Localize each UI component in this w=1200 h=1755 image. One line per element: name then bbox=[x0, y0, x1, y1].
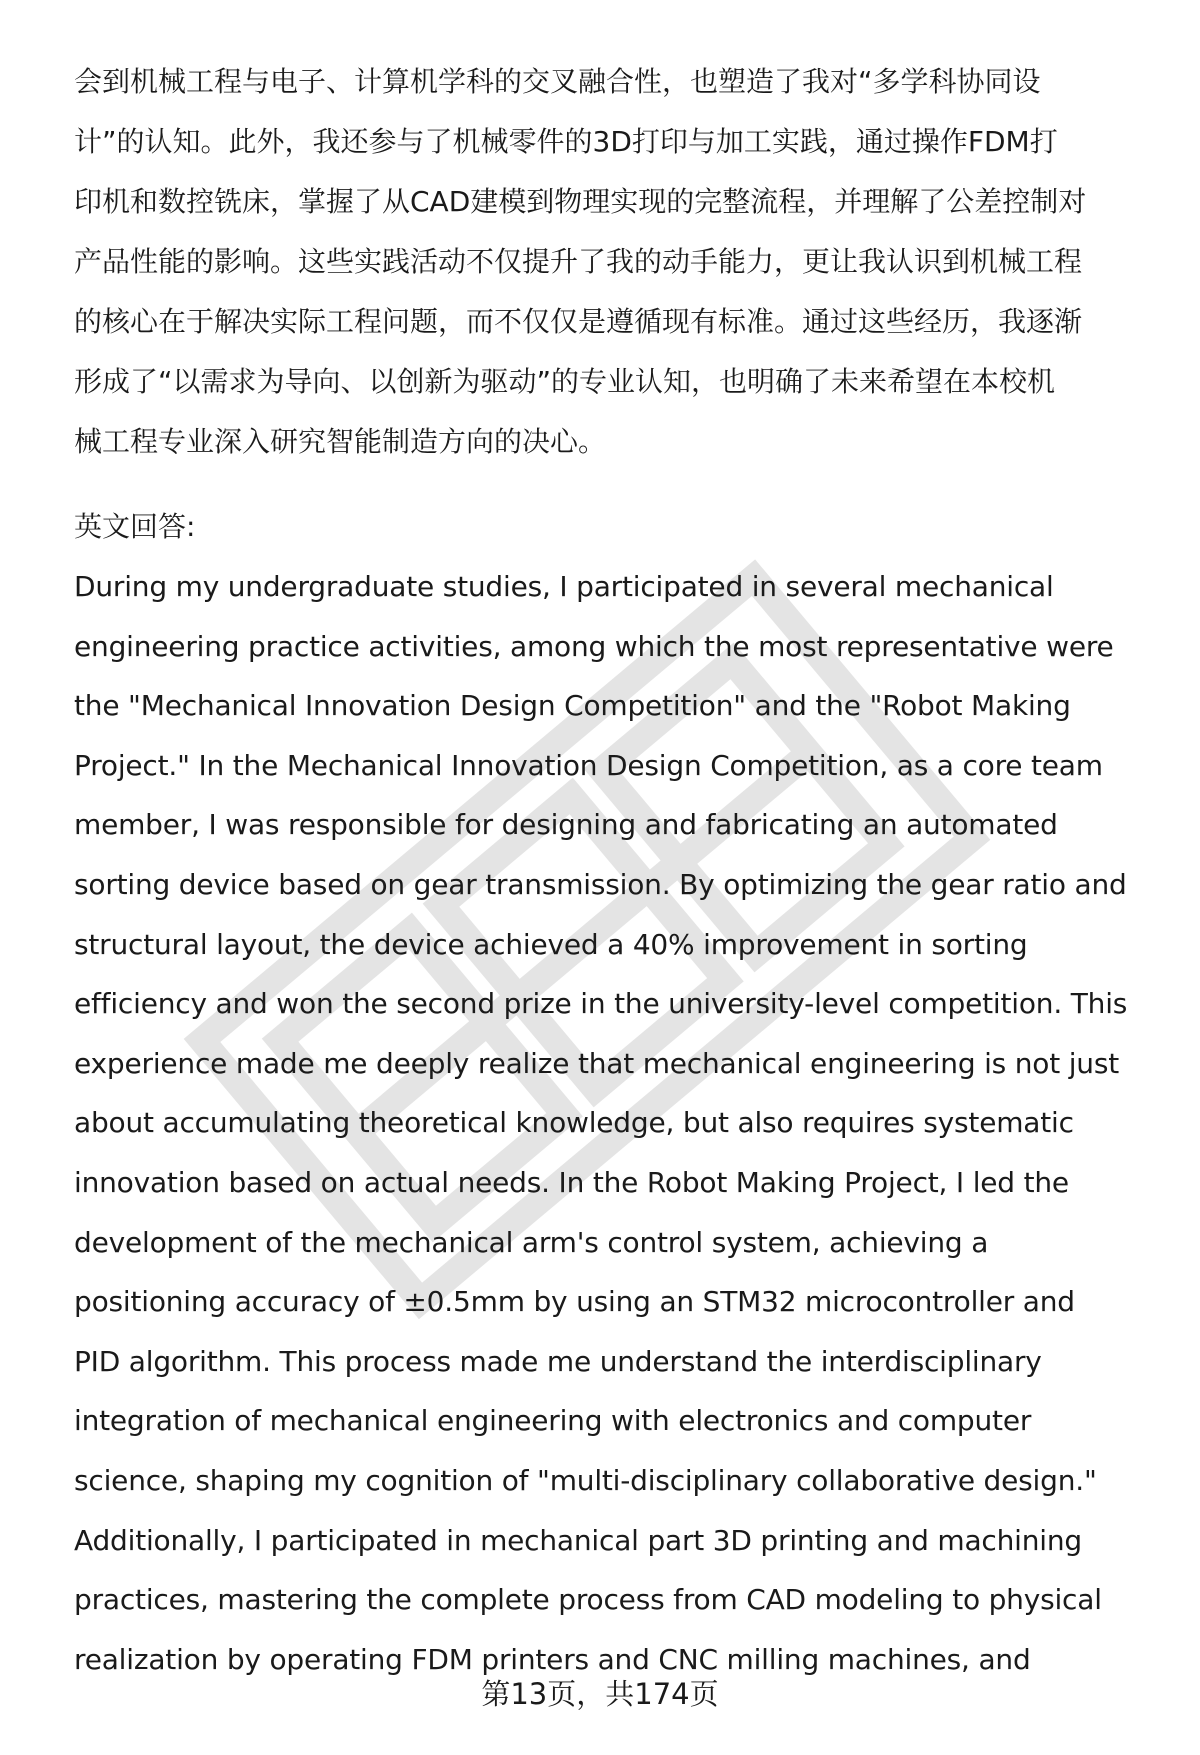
english-line: positioning accuracy of ±0.5mm by using an STM32 microcontroller and bbox=[74, 1285, 1075, 1319]
chinese-line: 械工程专业深入研究智能制造方向的决心。 bbox=[74, 425, 607, 458]
chinese-line: 印机和数控铣床，掌握了从CAD建模到物理实现的完整流程，并理解了公差控制对 bbox=[74, 185, 1087, 218]
chinese-line: 产品性能的影响。这些实践活动不仅提升了我的动手能力，更让我认识到机械工程 bbox=[74, 245, 1083, 278]
english-line: the "Mechanical Innovation Design Competition" and the "Robot Making bbox=[74, 689, 1071, 723]
english-line: sorting device based on gear transmission. By optimizing the gear ratio and bbox=[74, 867, 1127, 901]
english-line: development of the mechanical arm's control system, achieving a bbox=[74, 1225, 989, 1259]
chinese-line: 会到机械工程与电子、计算机学科的交叉融合性，也塑造了我对“多学科协同设 bbox=[74, 65, 1041, 98]
english-line: integration of mechanical engineering with electronics and computer bbox=[74, 1404, 1032, 1438]
english-line: Project." In the Mechanical Innovation Design Competition, as a core team bbox=[74, 748, 1103, 782]
chinese-line: 形成了“以需求为导向、以创新为驱动”的专业认知，也明确了未来希望在本校机 bbox=[74, 365, 1056, 398]
chinese-line: 计”的认知。此外，我还参与了机械零件的3D打印与加工实践，通过操作FDM打 bbox=[74, 125, 1058, 158]
english-line: about accumulating theoretical knowledge, but also requires systematic bbox=[74, 1106, 1074, 1140]
english-line: experience made me deeply realize that mechanical engineering is not just bbox=[74, 1046, 1120, 1080]
english-answer-label: 英文回答: bbox=[74, 510, 196, 543]
english-line: engineering practice activities, among which the most representative were bbox=[74, 629, 1114, 663]
english-line: Additionally, I participated in mechanical part 3D printing and machining bbox=[74, 1523, 1083, 1557]
english-line: During my undergraduate studies, I participated in several mechanical bbox=[74, 570, 1054, 603]
english-line: innovation based on actual needs. In the Robot Making Project, I led the bbox=[74, 1165, 1069, 1199]
page-number-footer: 第13页，共174页 bbox=[481, 1677, 719, 1711]
english-line: realization by operating FDM printers and CNC milling machines, and bbox=[74, 1642, 1031, 1676]
english-line: member, I was responsible for designing and fabricating an automated bbox=[74, 808, 1058, 842]
english-line: practices, mastering the complete process from CAD modeling to physical bbox=[74, 1583, 1102, 1617]
english-line: PID algorithm. This process made me understand the interdisciplinary bbox=[74, 1344, 1042, 1378]
english-paragraph bbox=[74, 557, 1164, 1689]
english-line: structural layout, the device achieved a 40% improvement in sorting bbox=[74, 927, 1028, 961]
chinese-line: 的核心在于解决实际工程问题，而不仅仅是遵循现有标准。通过这些经历，我逐渐 bbox=[74, 305, 1083, 338]
english-line: science, shaping my cognition of "multi-disciplinary collaborative design." bbox=[74, 1463, 1097, 1497]
chinese-paragraph bbox=[74, 52, 1164, 472]
english-line: efficiency and won the second prize in the university-level competition. This bbox=[74, 987, 1128, 1021]
